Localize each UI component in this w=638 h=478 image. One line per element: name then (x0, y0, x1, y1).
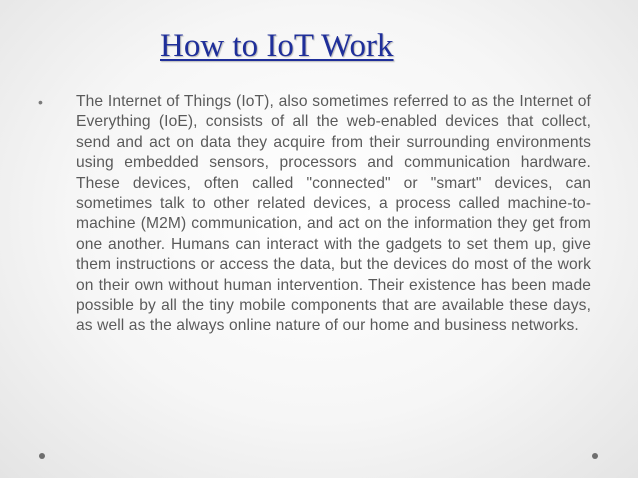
bullet-text: The Internet of Things (IoT), also sometimes referred to as the Internet of Everything (IoE), consists of all the web-enabled devices that collect, send and act on data they acquire from their surrounding environments using embedded sensors, processors and communication hardware. These devices, often called "connected" or "smart" devices, can sometimes talk to other related devices, a process called machine-to-machine (M2M) communication, and act on the information they get from one another. Humans can interact with the gadgets to set them up, give them instructions or access the data, but the devices do most of the work on their own without human intervention. Their existence has been made possible by all the tiny mobile components that are available these days, as well as the always online nature of our home and business networks. (76, 93, 591, 335)
slide-content (36, 92, 591, 337)
corner-dot-left (39, 453, 45, 459)
bullet-marker: • (38, 94, 43, 110)
bullet-item (36, 92, 591, 337)
slide-title: How to IoT Work (160, 28, 394, 64)
corner-dot-right (592, 453, 598, 459)
